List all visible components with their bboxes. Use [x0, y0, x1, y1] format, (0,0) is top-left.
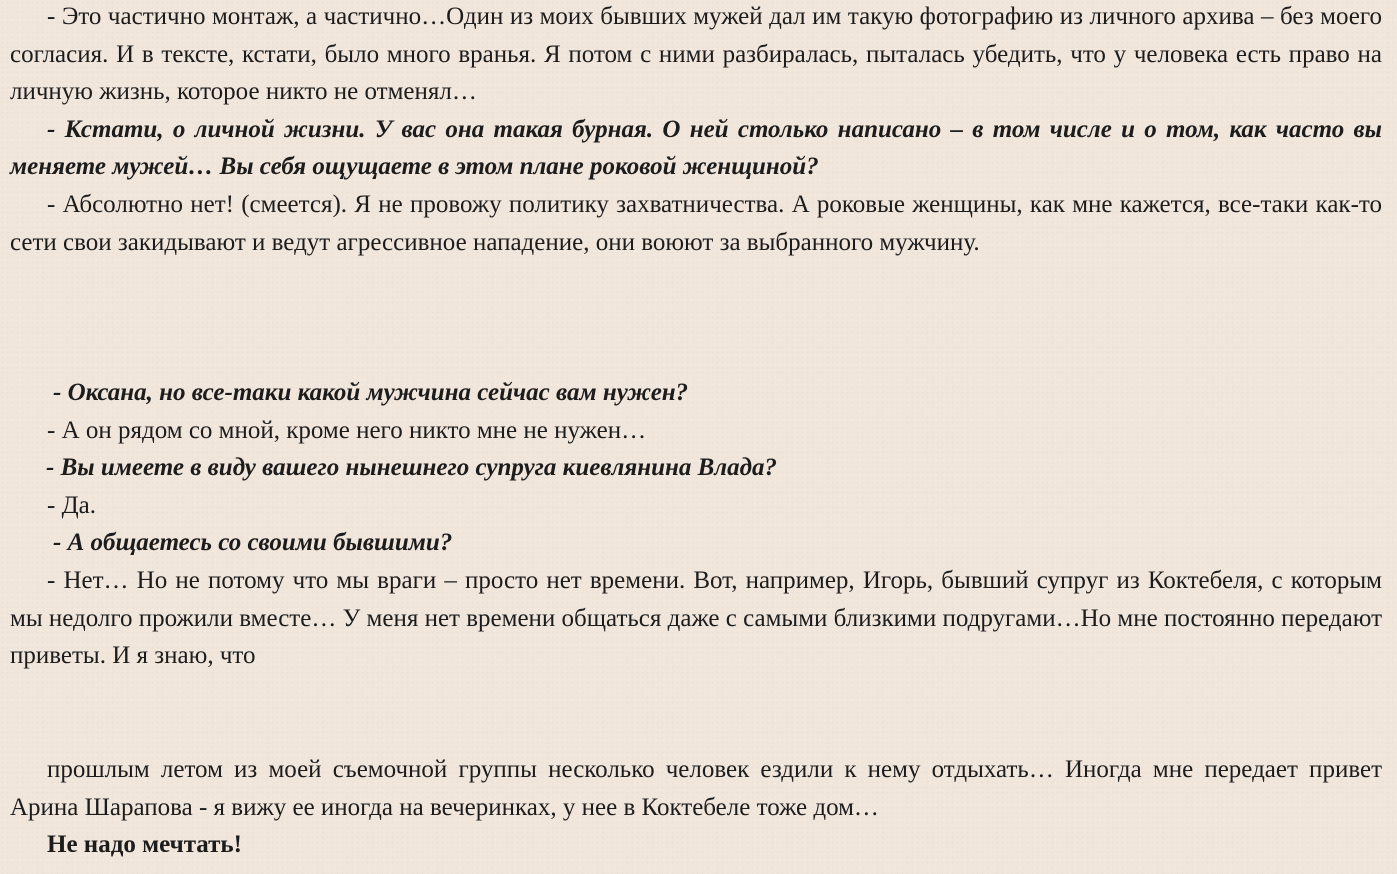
- answer-paragraph: прошлым летом из моей съемочной группы несколько человек ездили к нему отдыхать… Иногда мне передает привет Арина Шарапова - я вижу ее иногда на вечеринках, у нее в Коктебеле тоже дом…: [10, 756, 1382, 821]
- section-heading: Не надо мечтать!: [47, 831, 242, 859]
- text-block-2: [10, 374, 1382, 675]
- answer-paragraph: - Да.: [47, 491, 96, 519]
- answer-paragraph: - Абсолютно нет! (смеется). Я не провожу политику захватничества. А роковые женщины, как мне кажется, все-таки как-то сети свои закидывают и ведут агрессивное нападение, они воюют за выбранного мужчину.: [10, 190, 1382, 256]
- answer-paragraph: - Нет… Но не потому что мы враги – просто нет времени. Вот, например, Игорь, бывший супруг из Коктебеля, с которым мы недолго прожили вместе… У меня нет времени общаться даже с самыми близкими подругами…Но мне постоянно передают приветы. И я знаю, что: [10, 566, 1382, 670]
- question-paragraph: - Вы имеете в виду вашего нынешнего супруга киевлянина Влада?: [46, 454, 778, 482]
- text-block-3: [10, 751, 1382, 864]
- question-paragraph: - Оксана, но все-таки какой мужчина сейчас вам нужен?: [53, 379, 689, 406]
- answer-paragraph: - Это частично монтаж, а частично…Один из моих бывших мужей дал им такую фотографию из личного архива – без моего согласия. И в тексте, кстати, было много вранья. Я потом с ними разбиралась, пыталась убедить, что у человека есть право на личную жизнь, которое никто не отменял…: [10, 3, 1382, 106]
- answer-paragraph: - А он рядом со мной, кроме него никто мне не нужен…: [47, 416, 647, 444]
- text-block-1: [10, 0, 1382, 261]
- question-paragraph: - Кстати, о личной жизни. У вас она такая бурная. О ней столько написано – в том числе и о том, как часто вы меняете мужей… Вы себя ощущаете в этом плане роковой женщиной?: [10, 115, 1382, 181]
- question-paragraph: - А общаетесь со своими бывшими?: [53, 529, 453, 557]
